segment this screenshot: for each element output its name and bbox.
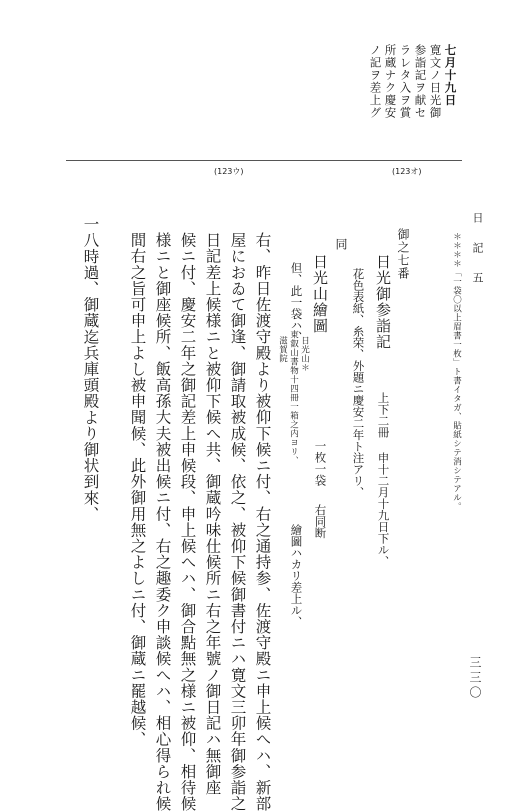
- page-ref-left: (123ウ): [214, 167, 244, 176]
- text-line: 屋におゐて御逢、御請取被成候、依之、被仰下候御書付ニハ寛文三卯年御参詣之: [228, 232, 247, 812]
- page-number: 三三〇: [468, 656, 482, 701]
- divider-rule: [66, 160, 462, 161]
- same-mark: 同: [334, 238, 348, 251]
- entry-volumes: 上下二冊: [376, 392, 391, 438]
- entry-date-note: 申十二月十九日下ル、: [376, 452, 391, 567]
- note-line: ラレタ入ヲ賞: [398, 44, 413, 119]
- note-line: ノ記ヲ差上グ: [368, 44, 383, 119]
- editorial-remark: ＊＊＊＊「一袋〇以上眉書一枚」ト書イタガ、貼紙シテ消シテアル。: [451, 232, 462, 511]
- note-line: 寛文ノ日光御: [428, 44, 443, 119]
- entry-title: 日光山繪圖: [311, 254, 329, 334]
- text-line: 一八時過、御蔵迄兵庫頭殿より御状到來、: [81, 216, 100, 522]
- entry-title: 日光御参詣記: [374, 254, 392, 350]
- running-header: 日 記 五: [471, 212, 484, 287]
- entry-count: 一枚一袋: [313, 440, 328, 486]
- note-line: 所蔵ナク慶安: [383, 44, 398, 119]
- text-line: 様ニと御座候所、飯高孫大夫被出候ニ付、右之趣委ク申談候へハ、相心得られ候: [153, 232, 172, 812]
- text-line: 間右之旨可申上よし被申聞候、此外御用無之よしニ付、御蔵ニ罷越候、: [128, 232, 147, 748]
- page-ref-right: (123オ): [392, 167, 422, 176]
- text-line: 日記差上候様ニと被仰下候へ共、御蔵吟味仕候所ニ右之年號ノ御日記ハ無御座: [203, 232, 222, 796]
- text-line: 候ニ付、慶安二年之御記差上申候段、申上候へハ、御合點無之様ニ被仰、相待候: [178, 232, 197, 812]
- note-line: 参詣記ヲ献セ: [413, 44, 428, 119]
- note-line: 七月十九日: [443, 44, 458, 107]
- item-number: 御之七番: [396, 228, 410, 280]
- bracket-line: 日光山＊: [299, 336, 310, 372]
- entry-note-start: 但、此一袋ハ、: [289, 262, 304, 343]
- bracket-line: 東叡山書物十四冊一箱之内ヨリ、: [288, 330, 299, 465]
- entry-note-end: 繪圖ハカリ差上ル、: [289, 524, 304, 628]
- bracket-line: 滋賀院: [277, 336, 288, 363]
- entry-same-note: 右同断: [313, 504, 328, 539]
- entry-description: 花色表紙、糸荣、外題ニ慶安二年ト注アリ、: [351, 268, 366, 498]
- text-line: 右、昨日佐渡守殿より被仰下候ニ付、右之通持参、佐渡守殿ニ申上候へハ、新部: [253, 232, 272, 812]
